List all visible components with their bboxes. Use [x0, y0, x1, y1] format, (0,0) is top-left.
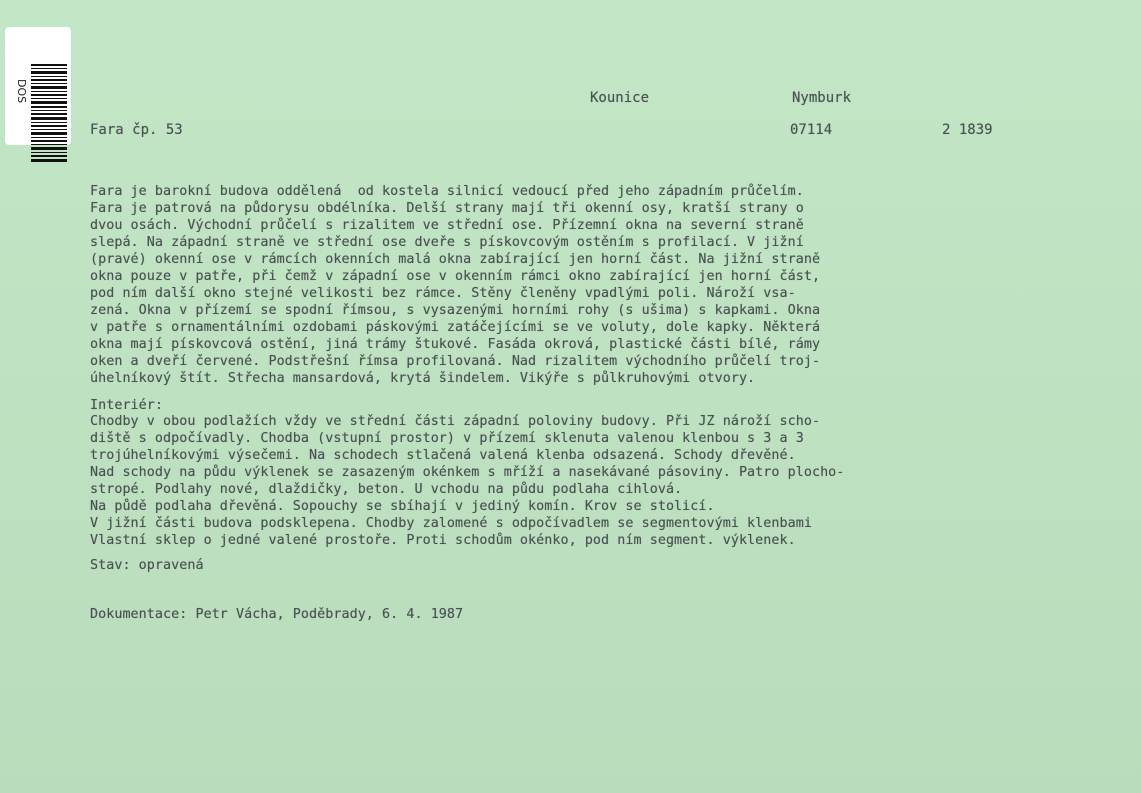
district-name: Nymburk — [792, 90, 852, 106]
interior-heading: Interiér: — [90, 398, 164, 413]
interior-line: diště s odpočívadly. Chodba (vstupní prostor) v přízemí sklenuta valenou klenbou s 3 a 3 — [90, 431, 804, 446]
barcode-label — [5, 27, 71, 145]
description-line: v patře s ornamentálními ozdobami páskovými zatáčejícími se ve voluty, dole kapky. Některá — [90, 320, 821, 335]
interior-line: Nad schody na půdu výklenek se zasazeným okénkem s mříží a nasekávané pásoviny. Patro plocho- — [90, 465, 845, 480]
description-line: dvou osách. Východní průčelí s rizalitem ve střední ose. Přízemní okna na severní straně — [90, 218, 804, 233]
interior-line: Na půdě podlaha dřevěná. Sopouchy se sbíhají v jediný komín. Krov se stolicí. — [90, 499, 715, 514]
object-number: 2 1839 — [942, 122, 993, 138]
description-line: úhelníkový štít. Střecha mansardová, krytá šindelem. Vikýře s půlkruhovými otvory. — [90, 371, 756, 386]
description-line: zená. Okna v přízemí se spodní římsou, s vysazenými horními rohy (s ušima) s kapkami. Okna — [90, 303, 821, 318]
interior-line: V jižní části budova podsklepena. Chodby zalomené s odpočívadlem se segmentovými klenbami — [90, 516, 812, 531]
description-line: slepá. Na západní straně ve střední ose dveře s pískovcovým ostěním s profilací. V jižní — [90, 235, 804, 250]
description-line: pod ním další okno stejné velikosti bez rámce. Stěny členěny vpadlými poli. Nároží vsa- — [90, 286, 796, 301]
documentation-line: Dokumentace: Petr Vácha, Poděbrady, 6. 4. 1987 — [90, 607, 464, 622]
place-name: Kounice — [590, 90, 650, 106]
object-name: Fara čp. 53 — [90, 122, 183, 138]
interior-line: stropé. Podlahy nové, dlaždičky, beton. U vchodu na půdu podlaha cihlová. — [90, 482, 683, 497]
interior-line: trojúhelníkovými výsečemi. Na schodech stlačená valená klenba odsazená. Schody dřevěné. — [90, 448, 796, 463]
description-line: Fara je barokní budova oddělená od kostela silnicí vedoucí před jeho západním průčelím. — [90, 184, 804, 199]
interior-line: Vlastní sklep o jedné valené prostoře. Proti schodům okénko, pod ním segment. výklenek. — [90, 533, 796, 548]
status-line: Stav: opravená — [90, 558, 204, 573]
description-line: oken a dveří červené. Podstřešní římsa profilovaná. Nad rizalitem východního průčelí troj- — [90, 354, 821, 369]
interior-line: Chodby v obou podlažích vždy ve střední části západní poloviny budovy. Při JZ nároží scho- — [90, 414, 821, 429]
object-code: 07114 — [790, 122, 833, 138]
description-line: (pravé) okenní ose v rámcích okenních malá okna zabírající jen horní část. Na jižní straně — [90, 252, 821, 267]
description-line: okna mají pískovcová ostění, jiná trámy štukové. Fasáda okrová, plastické části bílé, rámy — [90, 337, 821, 352]
description-line: okna pouze v patře, při čemž v západní ose v okenním rámci okno zabírající jen horní část, — [90, 269, 821, 284]
barcode-icon — [31, 64, 67, 162]
description-line: Fara je patrová na půdorysu obdélníka. Delší strany mají tři okenní osy, kratší strany o — [90, 201, 804, 216]
barcode-text: DOS — [15, 79, 28, 104]
